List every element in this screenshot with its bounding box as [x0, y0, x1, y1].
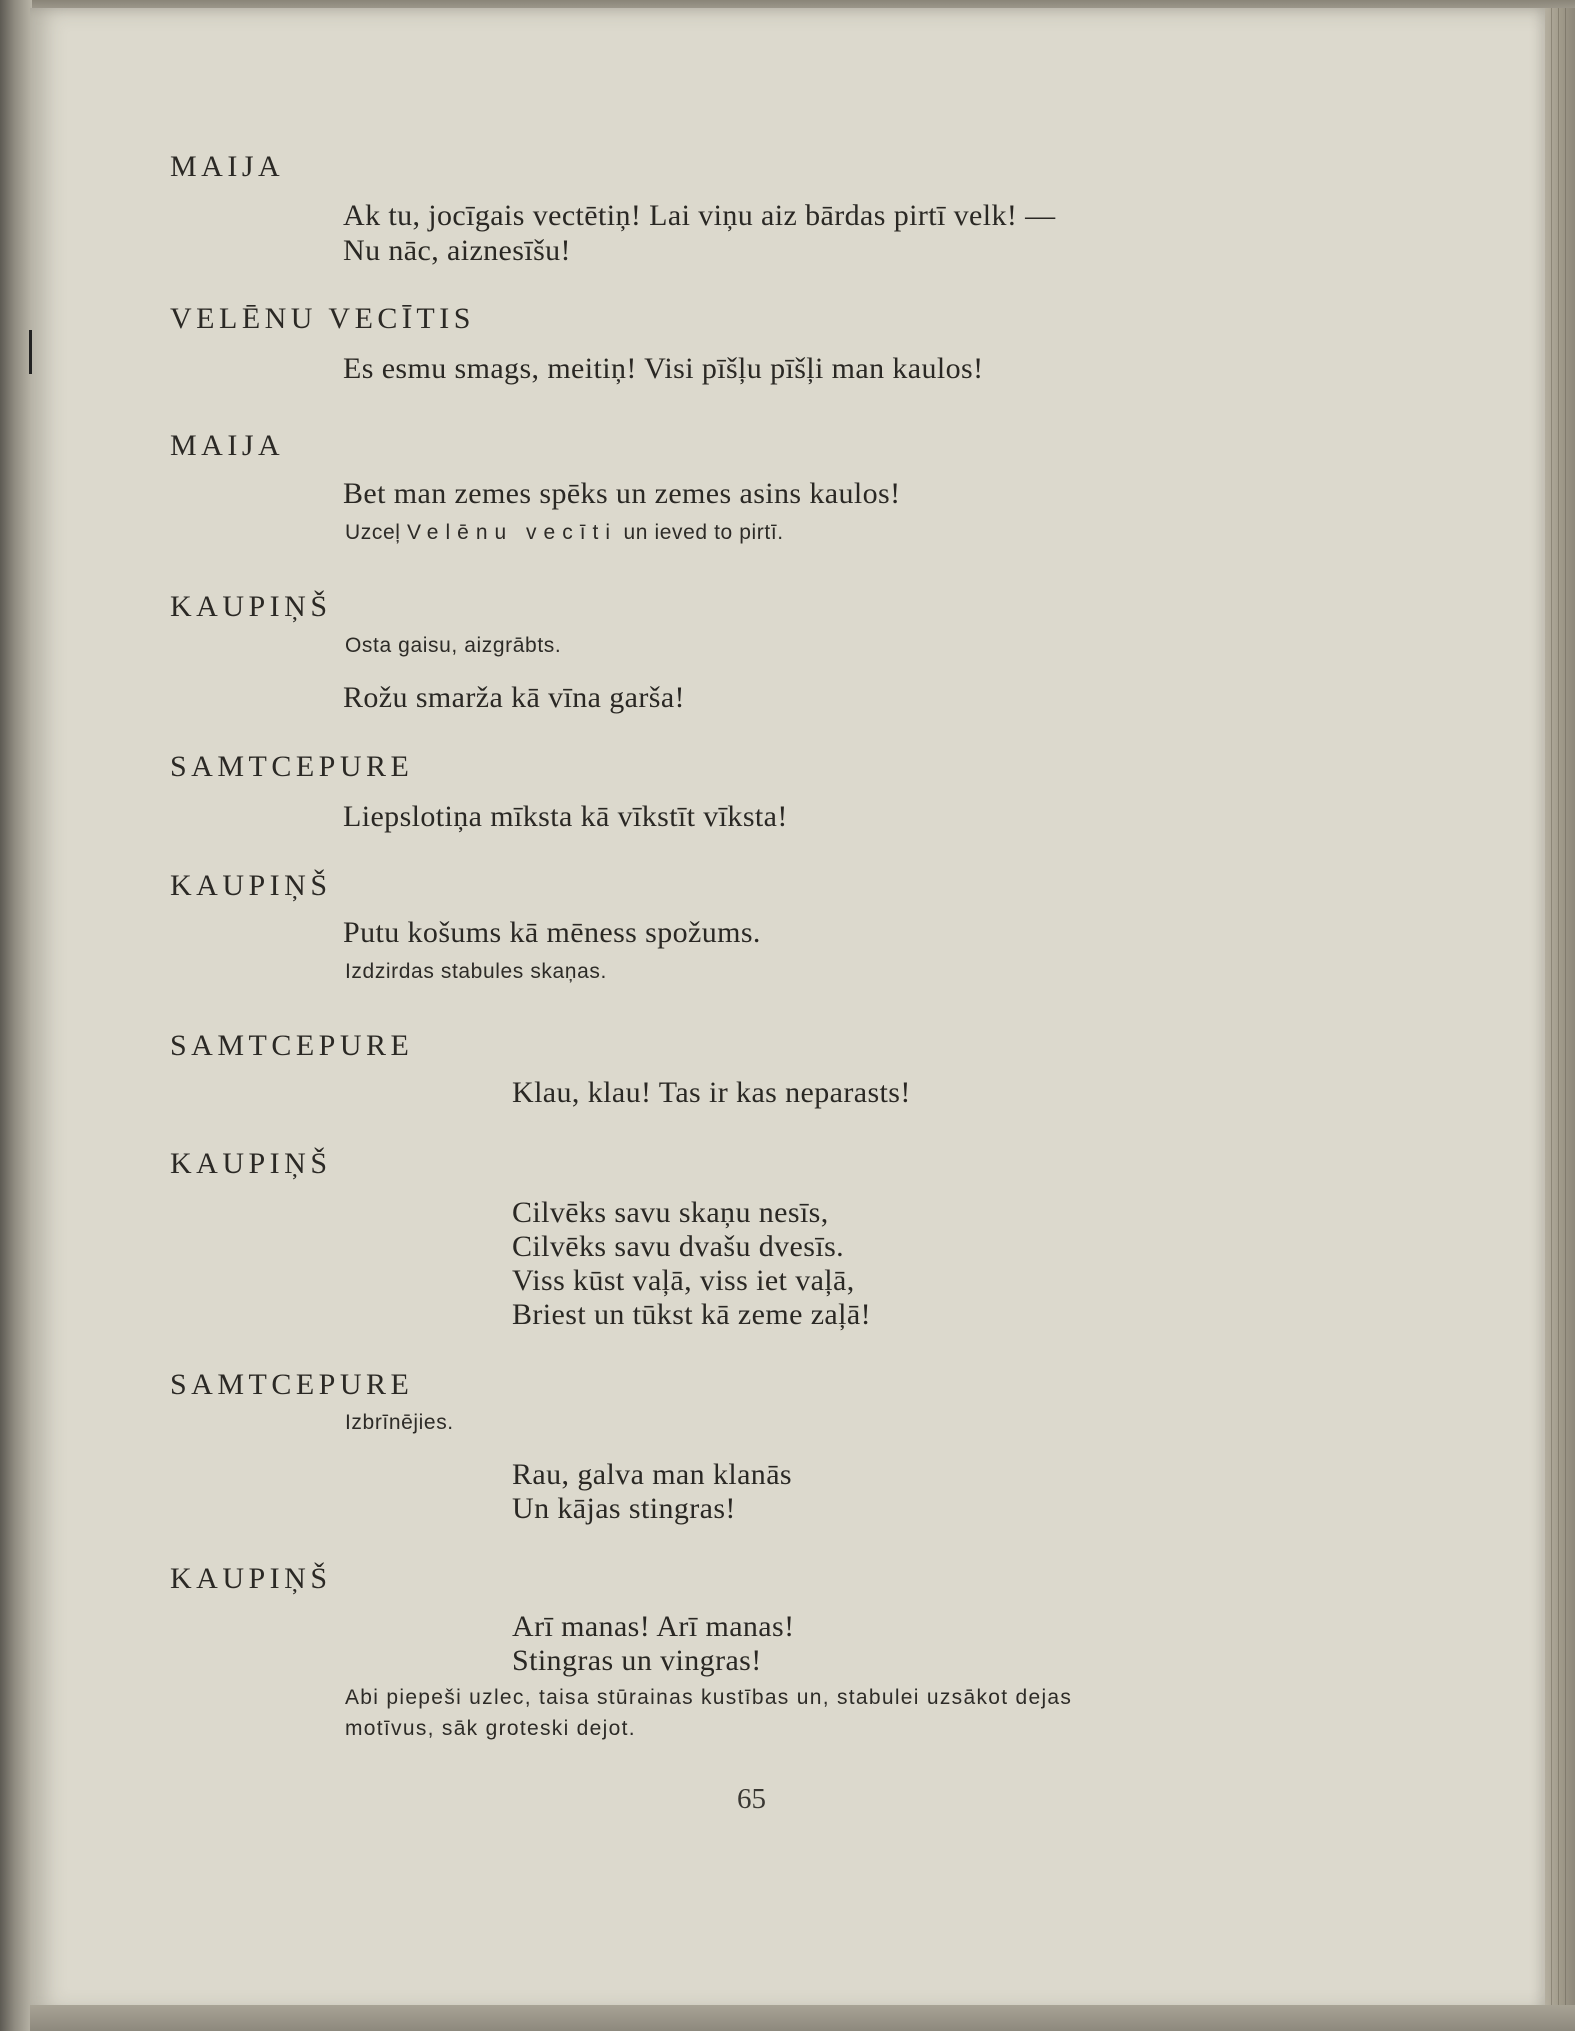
- stage-direction: Izbrīnējies.: [345, 1411, 454, 1434]
- speaker-name: SAMTCEPURE: [170, 750, 414, 783]
- speaker-name: KAUPIŅŠ: [170, 1562, 332, 1595]
- dialogue-line: Nu nāc, aiznesīšu!: [343, 234, 571, 267]
- dialogue-line: Ak tu, jocīgais vectētiņ! Lai viņu aiz bārdas pirtī velk! —: [343, 199, 1056, 232]
- stage-direction: motīvus, sāk groteski dejot.: [345, 1717, 636, 1740]
- verse-line: Briest un tūkst kā zeme zaļā!: [512, 1298, 871, 1331]
- speaker-name: KAUPIŅŠ: [170, 1147, 332, 1180]
- dialogue-line: Bet man zemes spēks un zemes asins kaulos!: [343, 477, 901, 510]
- gutter-mark: [29, 330, 32, 374]
- speaker-name: MAIJA: [170, 429, 285, 462]
- speaker-name: MAIJA: [170, 150, 285, 183]
- verse-line: Cilvēks savu dvašu dvesīs.: [512, 1230, 845, 1263]
- dialogue-line: Liepslotiņa mīksta kā vīkstīt vīksta!: [343, 800, 788, 833]
- page-edge-stack: [1545, 8, 1575, 2031]
- verse-line: Rau, galva man klanās: [512, 1458, 792, 1491]
- verse-line: Cilvēks savu skaņu nesīs,: [512, 1196, 829, 1229]
- dialogue-line: Rožu smarža kā vīna garša!: [343, 681, 685, 714]
- stage-direction: Osta gaisu, aizgrābts.: [345, 634, 562, 657]
- dialogue-line: Es esmu smags, meitiņ! Visi pīšļu pīšļi man kaulos!: [343, 352, 984, 385]
- stage-direction: Abi piepeši uzlec, taisa stūrainas kustības un, stabulei uzsākot dejas: [345, 1686, 1073, 1709]
- speaker-name: SAMTCEPURE: [170, 1029, 414, 1062]
- page-bottom-shadow: [30, 2005, 1575, 2031]
- stage-direction-part: Uzceļ: [345, 521, 401, 544]
- stage-direction-part: un ieved to pirtī.: [623, 521, 784, 544]
- stage-direction: Izdzirdas stabules skaņas.: [345, 960, 607, 983]
- dialogue-line: Klau, klau! Tas ir kas neparasts!: [512, 1076, 911, 1109]
- speaker-name: SAMTCEPURE: [170, 1368, 414, 1401]
- stage-direction-character: Velēnu vecīti: [406, 521, 618, 544]
- verse-line: Stingras un vingras!: [512, 1644, 762, 1677]
- speaker-name: KAUPIŅŠ: [170, 869, 332, 902]
- verse-line: Arī manas! Arī manas!: [512, 1610, 795, 1643]
- dialogue-line: Putu košums kā mēness spožums.: [343, 916, 761, 949]
- speaker-name: VELĒNU VECĪTIS: [170, 302, 475, 335]
- speaker-name: KAUPIŅŠ: [170, 590, 332, 623]
- page-number: 65: [737, 1783, 766, 1815]
- verse-line: Un kājas stingras!: [512, 1492, 736, 1525]
- stage-direction: [345, 521, 784, 545]
- verse-line: Viss kūst vaļā, viss iet vaļā,: [512, 1264, 855, 1297]
- book-binding: [0, 0, 32, 2031]
